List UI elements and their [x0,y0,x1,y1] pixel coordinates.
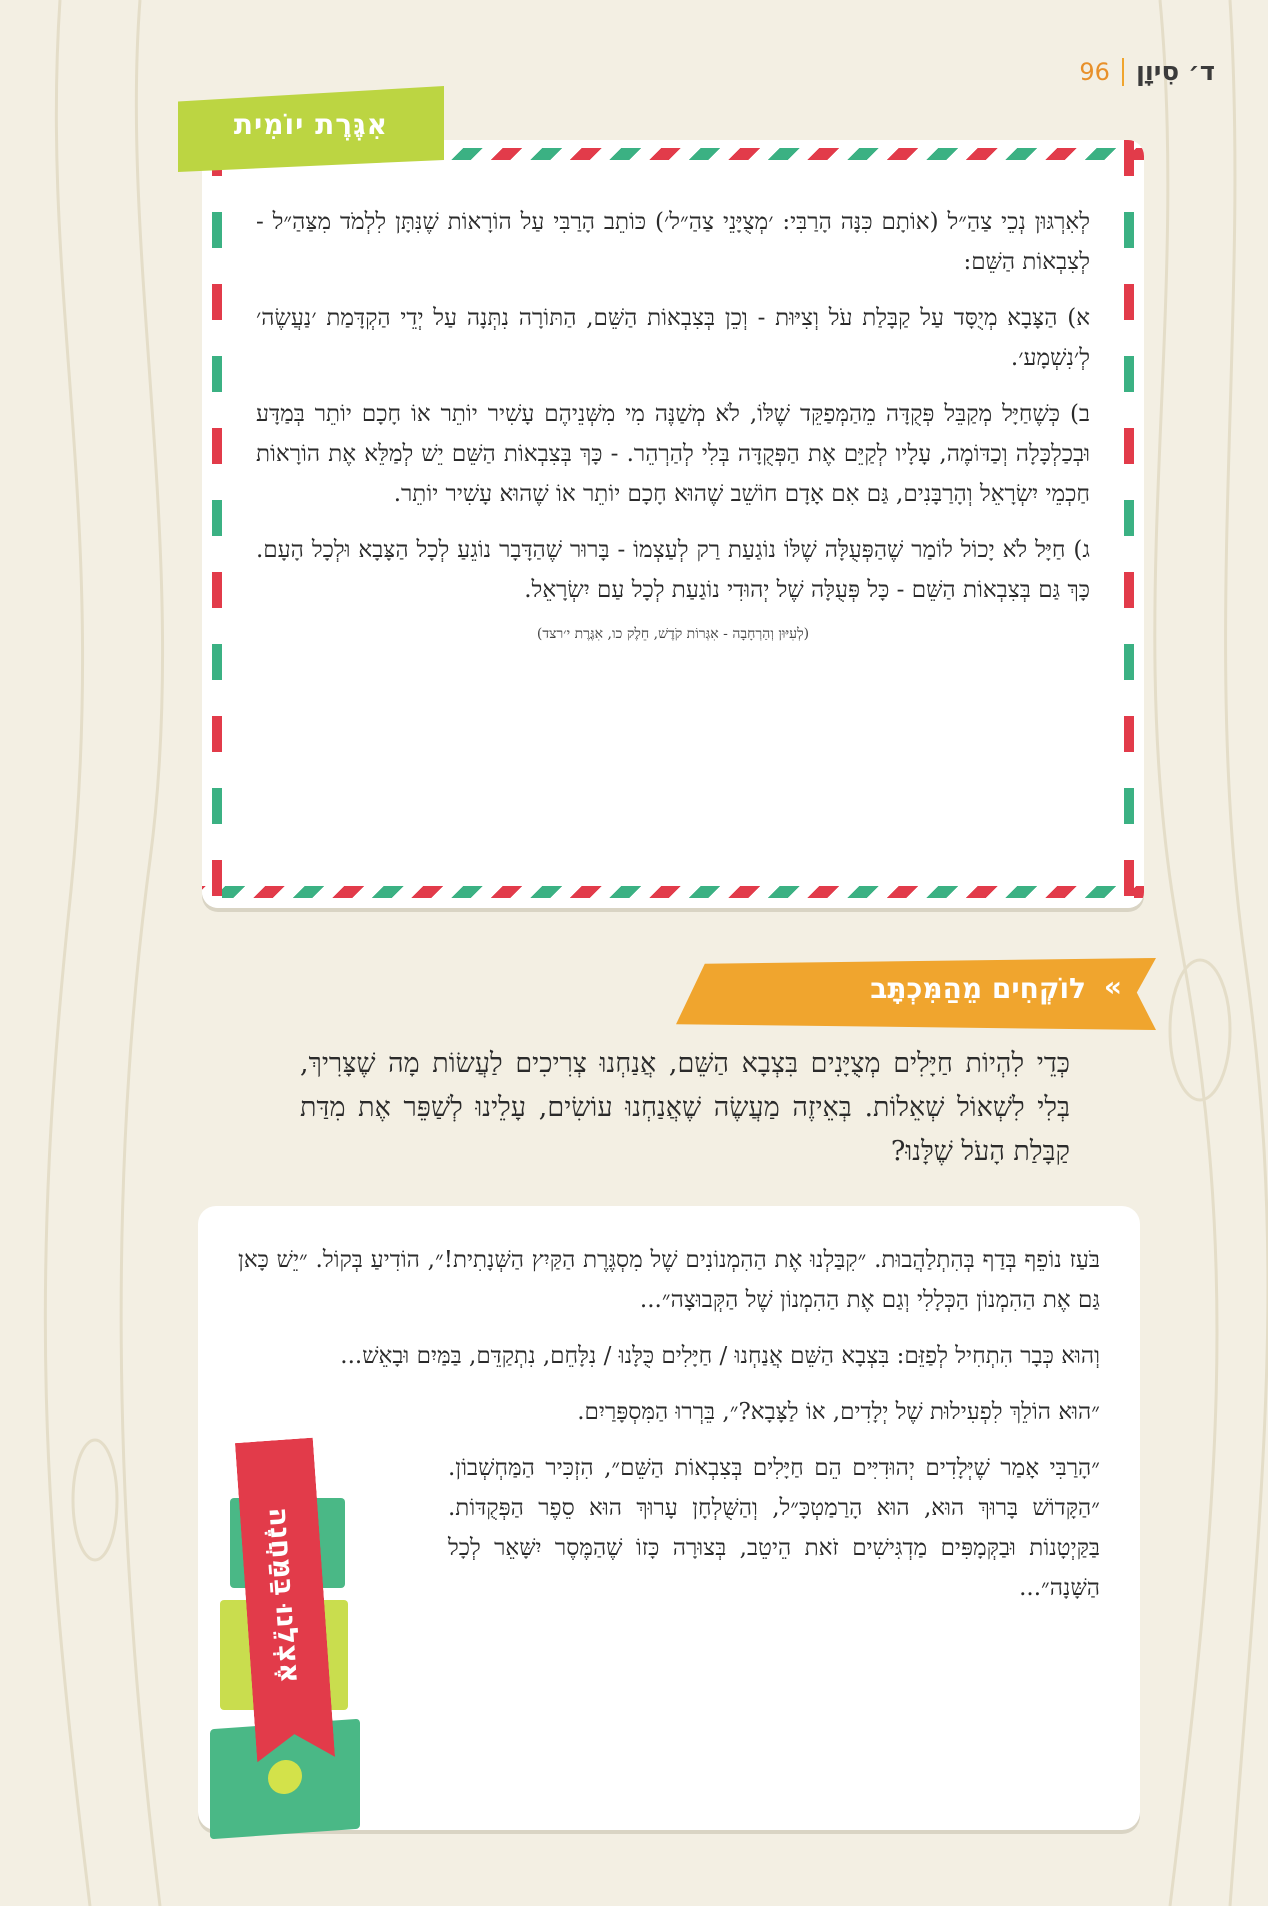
takeaway-text-block [300,1042,1070,1174]
takeaway-heading-label: לוֹקְחִים מֵהַמִּכְתָּב [870,972,1086,1005]
story-paragraph: וְהוּא כְּבָר הִתְחִיל לְפַזֵּם: בִּצְבָא הַשֵּׁם אֲנַחְנוּ / חַיָּלִים כֻּלָּנוּ / נִלָּחֵם, נִתְקַדֵּם, בַּמַּיִם וּבָאֵשׁ... [340,1343,1100,1369]
letter-source: (לְעִיּוּן וְהַרְחָבָה - אִגְּרוֹת קֹדֶשׁ, חֵלֶק כו, אִגֶּרֶת י׳רצד) [536,626,810,642]
takeaway-heading [676,958,1156,1030]
double-chevron-icon: » [1103,970,1122,1003]
letter-body [256,202,1090,848]
ribbon-label: אֶצְלֵנוּ בַּמַּחֲנֶה [262,1505,308,1685]
daily-letter-tag [178,86,444,172]
airmail-stripe-right [1124,140,1134,908]
header-title: ד׳ סִיוָן [1135,57,1215,87]
airmail-stripe-bottom [202,886,1144,898]
takeaway-text: כְּדֵי לִהְיוֹת חַיָּלִים מְצֻיָּנִים בִּצְבָא הַשֵּׁם, אֲנַחְנוּ צְרִיכִים לַעֲשׂוֹת מָה שֶׁצָּרִיךְ, בְּלִי לִשְׁאוֹל שְׁאֵלוֹת. בְּאֵיזֶה מַעֲשֶׂה שֶׁאֲנַחְנוּ עוֹשִׂים, עָלֵינוּ לְשַׁפֵּר אֶת מִדַּת קַבָּלַת הָעֹל שֶׁלָּנוּ? [300,1048,1070,1167]
letter-point-b: ב) כְּשֶׁחַיָּל מְקַבֵּל פְּקֻדָּה מֵהַמְּפַקֵּד שֶׁלּוֹ, לֹא מְשַׁנֶּה מִי מִשְּׁנֵיהֶם עָשִׁיר יוֹתֵר אוֹ חָכָם יוֹתֵר בְּמַדָּע וּבְכַלְכָּלָה וְכַדּוֹמֶה, עָלָיו לְקַיֵּם אֶת הַפְּקֻדָּה בְּלִי לְהַרְהֵר. - כָּךְ בְּצִבְאוֹת הַשֵּׁם יֵשׁ לְמַלֵּא אֶת הוֹרָאוֹת חַכְמֵי יִשְׂרָאֵל וְהָרַבָּנִים, גַּם אִם אָדָם חוֹשֵׁב שֶׁהוּא חָכָם יוֹתֵר אוֹ שֶׁהוּא עָשִׁיר יוֹתֵר. [256,401,1090,507]
letter-intro: לְאִרְגּוּן נְכֵי צַהַ״ל (אוֹתָם כִּנָּה הָרַבִּי: ׳מְצֻיָּנֵי צַהַ״ל׳) כּוֹתֵב הָרַבִּי עַל הוֹרָאוֹת שֶׁנִּתָּן לִלְמֹד מִצַּהַ״ל - לְצִבְאוֹת הַשֵּׁם: [256,209,1090,275]
header-divider [1122,58,1124,86]
story-paragraph: ״הָרַבִּי אָמַר שֶׁיְּלָדִים יְהוּדִיִּים הֵם חַיָּלִים בְּצִבְאוֹת הַשֵּׁם״, הִזְכִּיר הַמַּחְשְׁבוֹן. ״הַקָּדוֹשׁ בָּרוּךְ הוּא, הוּא הָרַמַטְכָּ״ל, וְהַשֻּׁלְחָן עָרוּךְ הוּא סֵפֶר הַפְּקֻדּוֹת. בַּקַּיְטָנוֹת וּבַקְּמָפִּים מַדְגִּישִׁים זֹאת הֵיטֵב, בְּצוּרָה כָּזוֹ שֶׁהַמֶּסֶר יִשָּׁאֵר לְכָל הַשָּׁנָה״... [448,1455,1100,1601]
story-paragraph: ״הוּא הוֹלֵךְ לִפְעִילוּת שֶׁל יְלָדִים, אוֹ לַצָּבָא?״, בֵּרְרוּ הַמִּסְפָּרַיִם. [577,1399,1100,1425]
letter-point-a: א) הַצָּבָא מְיֻסָּד עַל קַבָּלַת עֹל וְצִיּוּת - וְכֵן בְּצִבְאוֹת הַשֵּׁם, הַתּוֹרָה נִתְּנָה עַל יְדֵי הַקְדָּמַת ׳נַעֲשֶׂה׳ לְ׳נִשְׁמָע׳. [256,305,1090,371]
story-paragraph: בֹּעַז נוֹפֵף בְּדַף בְּהִתְלַהֲבוּת. ״קִבַּלְנוּ אֶת הַהִמְנוֹנִים שֶׁל מִסְגֶּרֶת הַקַּיִץ הַשְּׁנָתִית!״, הוֹדִיעַ בְּקוֹל. ״יֵשׁ כָּאן גַּם אֶת הַהִמְנוֹן הַכְּלָלִי וְגַם אֶת הַהִמְנוֹן שֶׁל הַקְּבוּצָה״... [238,1247,1100,1313]
page-number: 96 [1079,58,1110,86]
letter-point-c: ג) חַיָּל לֹא יָכוֹל לוֹמַר שֶׁהַפְּעֻלָּה שֶׁלּוֹ נוֹגַעַת רַק לְעַצְמוֹ - בָּרוּר שֶׁהַדָּבָר נוֹגֵעַ לְכָל הַצָּבָא וּלְכָל הָעָם. כָּךְ גַּם בְּצִבְאוֹת הַשֵּׁם - כָּל פְּעֻלָּה שֶׁל יְהוּדִי נוֹגַעַת לְכָל עַם יִשְׂרָאֵל. [256,537,1090,603]
daily-letter-tag-label: אִגֶּרֶת יוֹמִית [233,108,388,141]
dot-icon [268,1759,302,1795]
camp-illustration [200,1440,380,1850]
daily-letter-card [202,140,1144,908]
page-header [1025,52,1215,92]
airmail-stripe-left [212,140,222,908]
